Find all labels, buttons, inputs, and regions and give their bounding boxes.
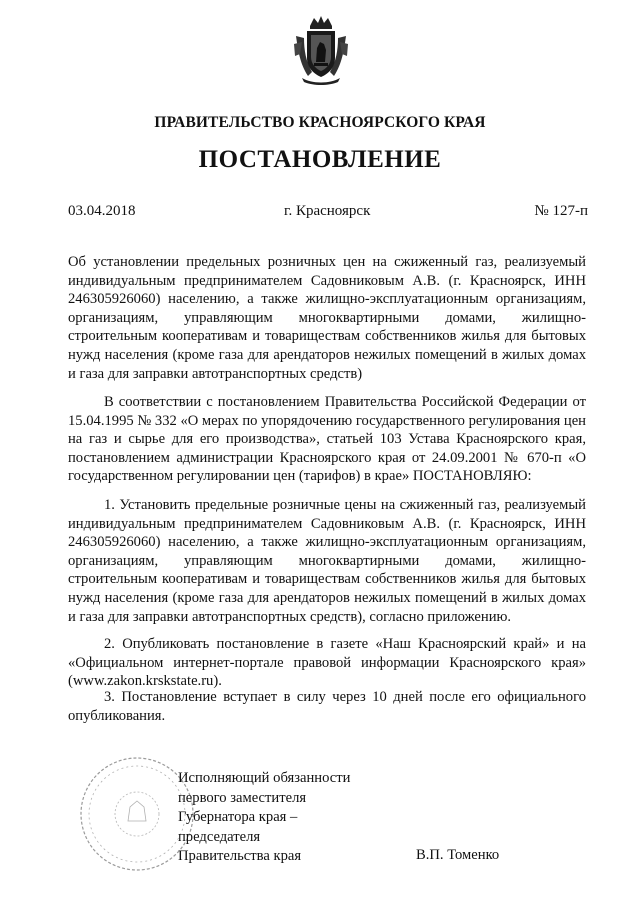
organization-title: ПРАВИТЕЛЬСТВО КРАСНОЯРСКОГО КРАЯ (154, 114, 486, 131)
resolution-item-1: 1. Установить предельные розничные цены на сжиженный газ, реализуемый индивидуальным предпринимателем Садовниковым А.В. (г. Красноярск, ИНН 246305926060) населению, а также жилищно-эксплуатационным организациям, организациям, управляющим многоквартирными домами, жилищно-строительным кооперативам и товариществам собственников жилья для бытовых нужд населения (кроме газа для арендаторов нежилых помещений в жилых домах и газа для заправки автотранспортных средств), согласно приложению. (68, 497, 586, 625)
document-preamble: В соответствии с постановлением Правительства Российской Федерации от 15.04.1995 № 332 «О мерах по упорядочению государственного регулирования цен на газ и сырье для его производства», статьей 103 Устава Красноярского края, постановлением администрации Красноярского края от 24.09.2001 № 670-п «О государственном регулировании цен (тарифов) в крае» ПОСТАНОВЛЯЮ: (68, 394, 586, 485)
signer-position (178, 769, 350, 867)
document-date: 03.04.2018 (68, 203, 136, 219)
signer-position-line: председателя (178, 828, 261, 845)
document-city: г. Красноярск (284, 203, 371, 219)
document-type-title: ПОСТАНОВЛЕНИЕ (198, 146, 442, 173)
resolution-item-2: 2. Опубликовать постановление в газете «Наш Красноярский край» и на «Официальном интернет-портале правовой информации Красноярского края» (www.zakon.krskstate.ru). (68, 636, 586, 690)
signer-name: В.П. Томенко (416, 847, 500, 863)
resolution-item-3: 3. Постановление вступает в силу через 10 дней после его официального опубликования. (68, 689, 586, 724)
document-number: № 127-п (534, 203, 588, 219)
signer-position-line: Правительства края (178, 848, 302, 864)
signer-position-line: первого заместителя (178, 789, 307, 806)
document-subject: Об установлении предельных розничных цен на сжиженный газ, реализуемый индивидуальным предпринимателем Садовниковым А.В. (г. Красноярск, ИНН 246305926060) населению, а также жилищно-эксплуатационным организациям, организациям, управляющим многоквартирными домами, жилищно-строительным кооперативам и товариществам собственников жилья для бытовых нужд населения (кроме газа для арендаторов нежилых помещений в жилых домах и газа для заправки автотранспортных средств) (68, 254, 586, 382)
krasnoyarsk-coat-of-arms-icon (292, 14, 350, 86)
signer-position-line: Исполняющий обязанности (178, 770, 351, 786)
signer-position-line: Губернатора края – (178, 809, 298, 825)
